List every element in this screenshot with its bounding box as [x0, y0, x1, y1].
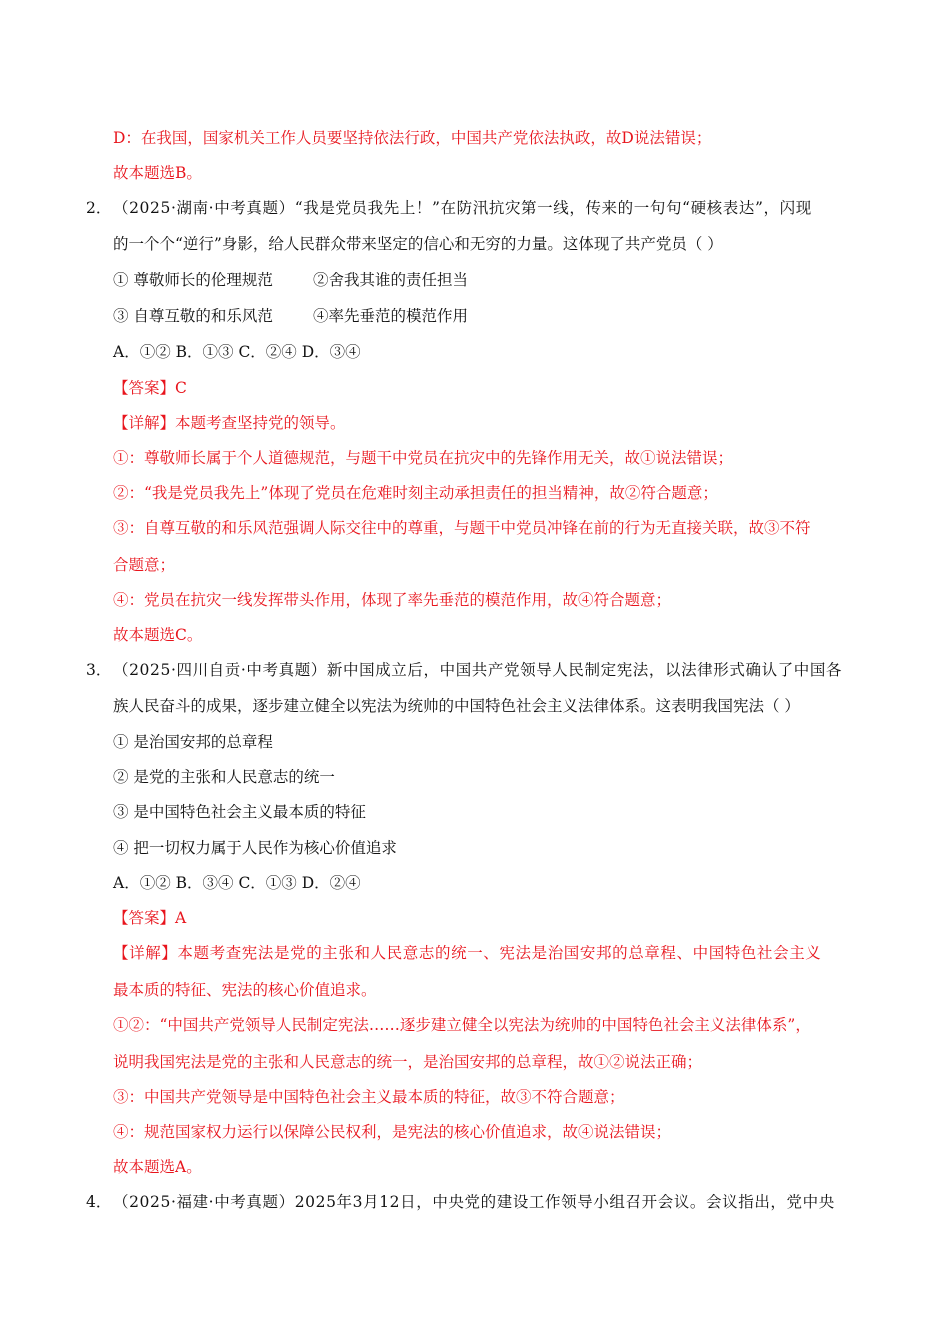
q1-conclusion: 故本题选B。: [113, 164, 202, 182]
q3-number: 3．: [86, 661, 112, 679]
q2-conclusion: 故本题选C。: [113, 626, 203, 644]
q3-stem-line2: 族人民奋斗的成果，逐步建立健全以宪法为统帅的中国特色社会主义法律体系。这表明我国宪法（ ）: [113, 697, 800, 715]
q2-detail-3a: ③：自尊互敬的和乐风范强调人际交往中的尊重，与题干中党员冲锋在前的行为无直接关联，故③不符: [113, 519, 811, 537]
q2-detail-3b: 合题意；: [113, 556, 176, 574]
q3-option-2: ② 是党的主张和人民意志的统一: [113, 768, 335, 786]
q4-number: 4．: [86, 1193, 112, 1211]
q2-stem-line2: 的一个个“逆行”身影，给人民群众带来坚定的信心和无穷的力量。这体现了共产党员（ ）: [113, 235, 723, 253]
q3-option-3: ③ 是中国特色社会主义最本质的特征: [113, 803, 366, 821]
q3-detail-12a: ①②：“中国共产党领导人民制定宪法……逐步建立健全以宪法为统帅的中国特色社会主义法律体系”，: [113, 1016, 811, 1034]
q2-option-4: ④率先垂范的模范作用: [312, 307, 468, 325]
q3-detail-4: ④：规范国家权力运行以保障公民权利，是宪法的核心价值追求，故④说法错误；: [113, 1123, 672, 1141]
q2-choices: A．①② B．①③ C．②④ D．③④: [113, 343, 361, 361]
q4-stem-line1: （2025·福建·中考真题）2025年3月12日，中央党的建设工作领导小组召开会议。会议指出，党中央: [113, 1193, 835, 1211]
q2-option-2: ②舍我其谁的责任担当: [312, 271, 468, 289]
q2-detail-intro: 【详解】本题考查坚持党的领导。: [113, 414, 346, 432]
q2-detail-2: ②：“我是党员我先上”体现了党员在危难时刻主动承担责任的担当精神，故②符合题意；: [113, 484, 718, 502]
q2-option-3: ③ 自尊互敬的和乐风范: [113, 307, 273, 325]
q3-option-4: ④ 把一切权力属于人民作为核心价值追求: [113, 839, 397, 857]
q1-explain-d: D：在我国，国家机关工作人员要坚持依法行政，中国共产党依法执政，故D说法错误；: [113, 129, 712, 147]
q2-stem-line1: （2025·湖南·中考真题）“我是党员我先上！”在防汛抗灾第一线，传来的一句句“硬核表达”，闪现: [113, 199, 812, 217]
q2-option-1: ① 尊敬师长的伦理规范: [113, 271, 273, 289]
q2-detail-4: ④：党员在抗灾一线发挥带头作用，体现了率先垂范的模范作用，故④符合题意；: [113, 591, 672, 609]
q2-detail-1: ①：尊敬师长属于个人道德规范，与题干中党员在抗灾中的先锋作用无关，故①说法错误；: [113, 449, 734, 467]
q3-detail-3: ③：中国共产党领导是中国特色社会主义最本质的特征，故③不符合题意；: [113, 1088, 625, 1106]
q3-detail-a: 【详解】本题考查宪法是党的主张和人民意志的统一、宪法是治国安邦的总章程、中国特色社会主义: [113, 944, 822, 962]
q3-answer: 【答案】A: [113, 909, 187, 927]
q2-answer: 【答案】C: [113, 379, 187, 397]
q3-detail-b: 最本质的特征、宪法的核心价值追求。: [113, 981, 377, 999]
q3-detail-12b: 说明我国宪法是党的主张和人民意志的统一，是治国安邦的总章程，故①②说法正确；: [113, 1053, 703, 1071]
q3-conclusion: 故本题选A。: [113, 1158, 202, 1176]
q3-option-1: ① 是治国安邦的总章程: [113, 733, 273, 751]
q3-stem-line1: （2025·四川自贡·中考真题）新中国成立后，中国共产党领导人民制定宪法，以法律形式确认了中国各: [113, 661, 843, 679]
q2-number: 2．: [86, 199, 112, 217]
q3-choices: A．①② B．③④ C．①③ D．②④: [113, 874, 361, 892]
q2-options-row1: [113, 270, 468, 290]
q2-options-row2: [113, 306, 468, 326]
